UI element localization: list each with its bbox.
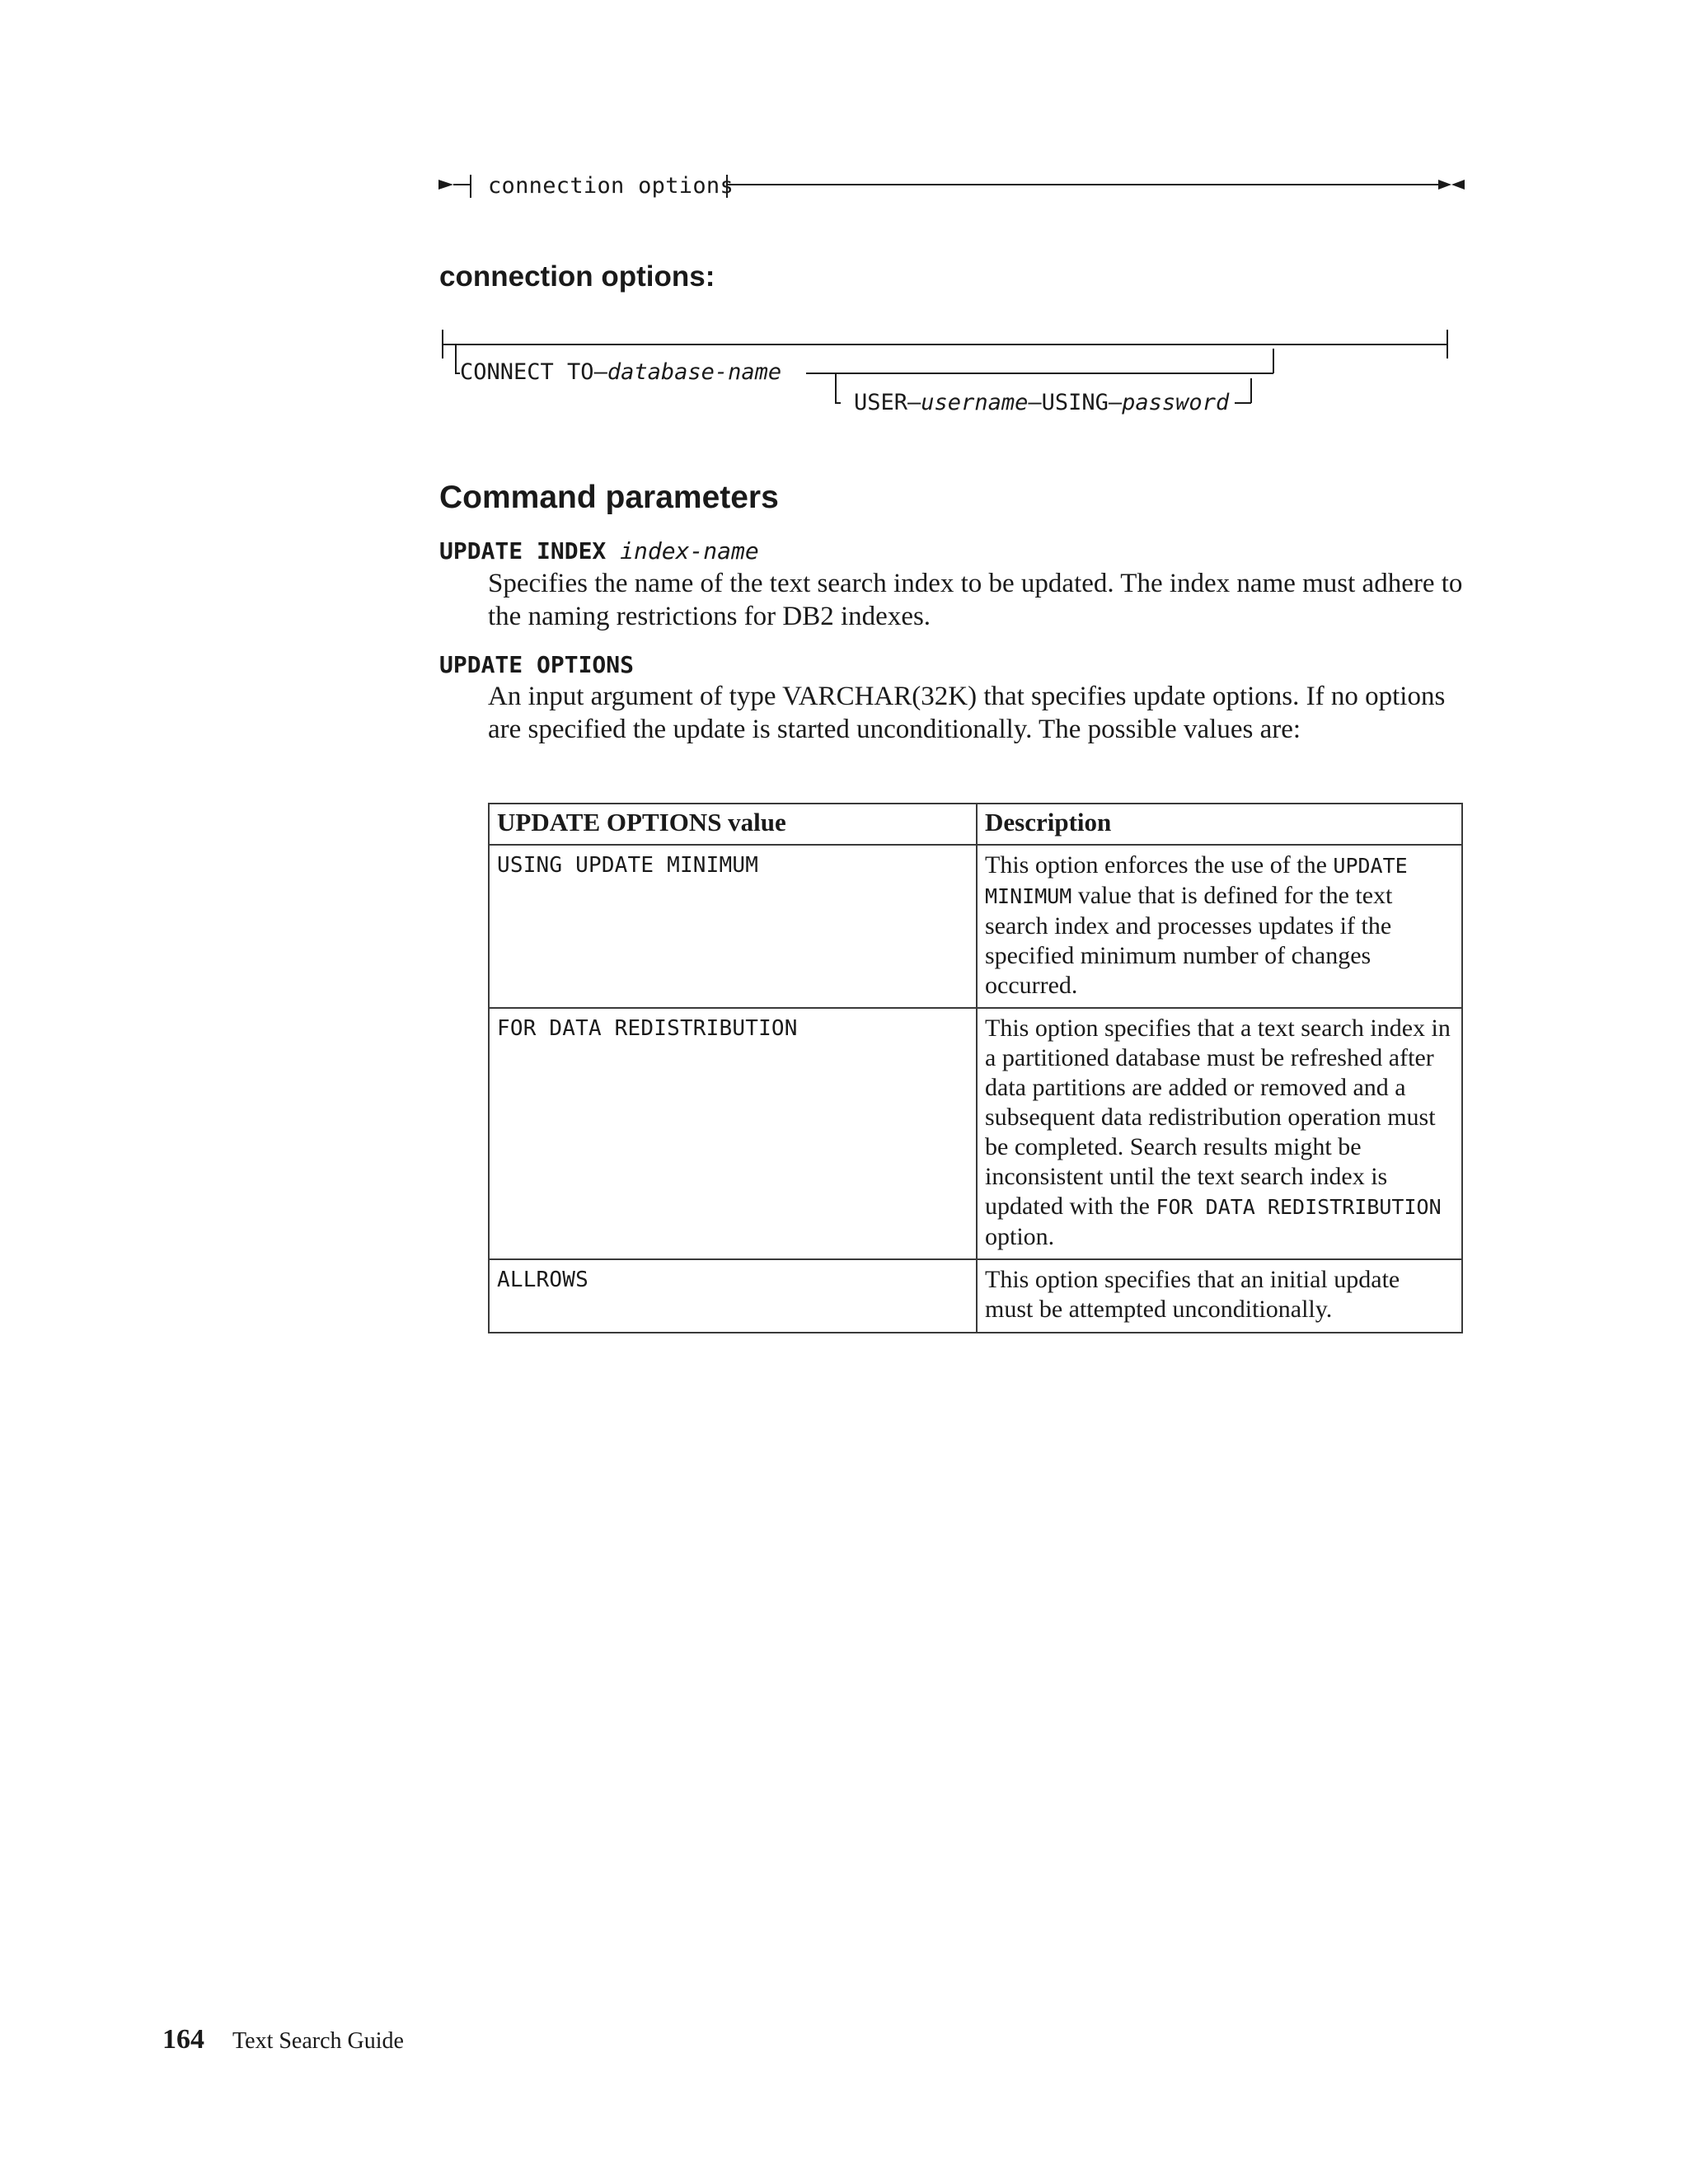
syntax-diagram-connection-options	[437, 326, 1475, 424]
table-header-row	[489, 804, 1462, 845]
connect-to-clause: CONNECT TO—database-name	[460, 359, 782, 385]
page-footer	[162, 2024, 404, 2055]
footer-title: Text Search Guide	[232, 2028, 404, 2054]
column-header-value: UPDATE OPTIONS value	[489, 804, 977, 845]
update-index-term: UPDATE INDEX index-name	[439, 537, 759, 565]
table-row	[489, 1008, 1462, 1259]
fragment-label: connection options	[488, 173, 734, 199]
page-number: 164	[162, 2024, 204, 2055]
option-value: FOR DATA REDISTRIBUTION	[489, 1008, 977, 1259]
option-description: This option specifies that a text search index in a partitioned database must be refreshed after data partitions are added or removed and a subsequent data redistribution operation must be completed. Search results might be inconsistent until the text search index is updated with the FOR DATA REDISTRIBUTION option.	[977, 1008, 1462, 1259]
column-header-description: Description	[977, 804, 1462, 845]
option-value: ALLROWS	[489, 1259, 977, 1333]
user-using-clause: USER—username—USING—password	[854, 390, 1230, 415]
command-parameters-heading: Command parameters	[439, 480, 779, 515]
end-arrow-icon	[1438, 180, 1451, 190]
start-arrow-icon	[438, 180, 453, 190]
end-arrow-icon	[1451, 180, 1465, 190]
option-value: USING UPDATE MINIMUM	[489, 845, 977, 1008]
syntax-diagram-main	[437, 165, 1475, 214]
table-row	[489, 1259, 1462, 1333]
table-row	[489, 845, 1462, 1008]
update-options-term: UPDATE OPTIONS	[439, 651, 635, 678]
update-index-description: Specifies the name of the text search index to be updated. The index name must adhere to the naming restrictions for DB2 indexes.	[488, 569, 1463, 631]
connection-options-heading: connection options:	[439, 260, 715, 293]
update-options-table	[488, 803, 1463, 1333]
update-options-description: An input argument of type VARCHAR(32K) that specifies update options. If no options are specified the update is started unconditionally. The possible values are:	[488, 682, 1446, 744]
option-description: This option specifies that an initial update must be attempted unconditionally.	[977, 1259, 1462, 1333]
option-description: This option enforces the use of the UPDATE MINIMUM value that is defined for the text search index and processes updates if the specified minimum number of changes occurred.	[977, 845, 1462, 1008]
